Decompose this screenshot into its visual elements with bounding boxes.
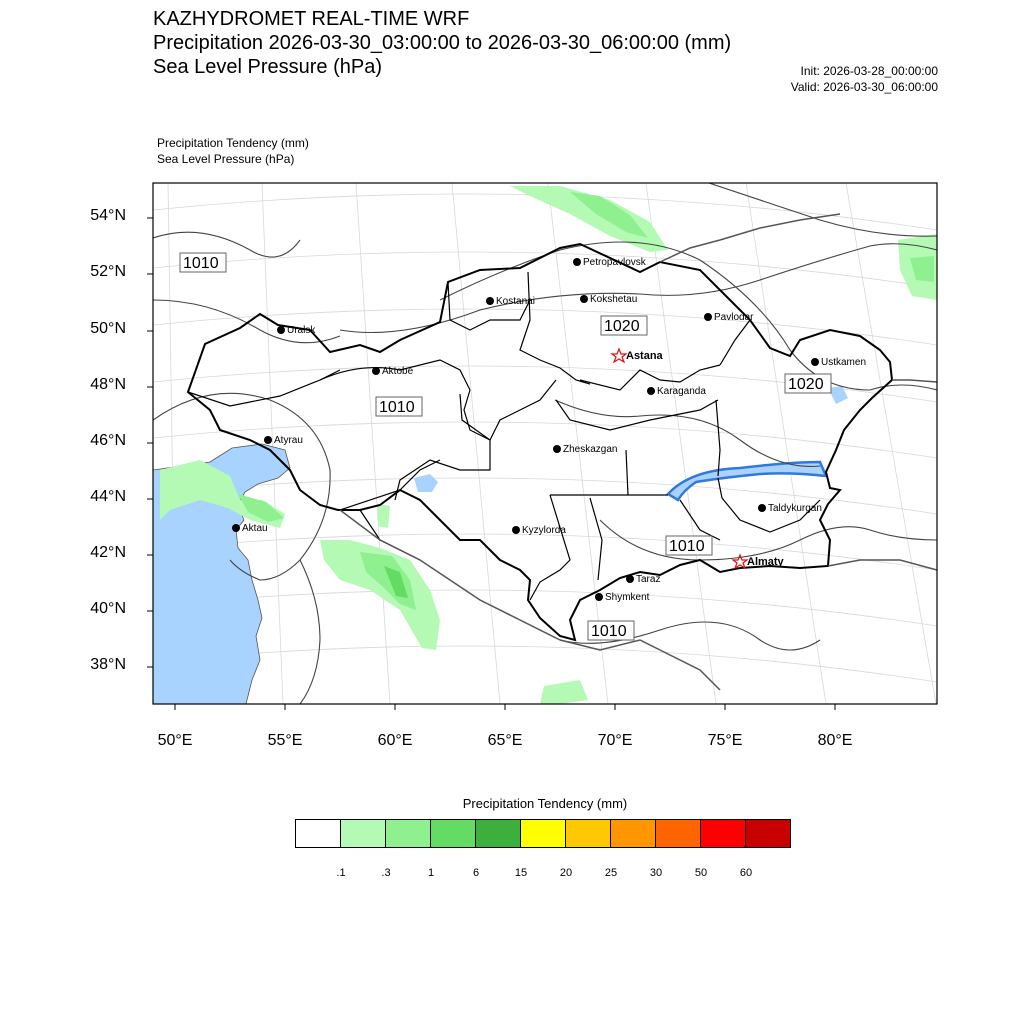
colorbar-swatch [611, 820, 656, 847]
city-label: Atyrau [274, 435, 303, 446]
city-label: Shymkent [605, 592, 650, 603]
city-label: Pavlodar [714, 312, 754, 323]
city-dot [811, 358, 819, 366]
city-dot [626, 575, 634, 583]
city-dot [553, 445, 561, 453]
city-dot [232, 524, 240, 532]
latitude-label: 44°N [90, 488, 126, 505]
city-label: Kyzylorda [522, 525, 566, 536]
latitude-label: 52°N [90, 263, 126, 280]
city-label: Almaty [747, 556, 784, 568]
colorbar-level-label: 15 [514, 867, 528, 879]
longitude-label: 50°E [157, 732, 193, 749]
city-dot [573, 258, 581, 266]
isobar-label: 1020 [788, 376, 824, 393]
longitude-label: 80°E [817, 732, 853, 749]
isobar-label: 1010 [591, 623, 627, 640]
title-model: KAZHYDROMET REAL-TIME WRF [153, 8, 470, 30]
colorbar-level-label: .3 [381, 867, 391, 879]
title-pressure: Sea Level Pressure (hPa) [153, 56, 383, 78]
colorbar-level-label: 6 [472, 867, 480, 879]
longitude-label: 55°E [267, 732, 303, 749]
city-label: Ustkamen [821, 357, 867, 368]
colorbar-swatch [656, 820, 701, 847]
colorbar-swatch [521, 820, 566, 847]
city-label: Karaganda [657, 386, 706, 397]
isobar-label: 1010 [669, 538, 705, 555]
city-dot [647, 387, 655, 395]
city-label: Kostanai [496, 296, 535, 307]
latitude-label: 38°N [90, 656, 126, 673]
longitude-label: 60°E [377, 732, 413, 749]
latitude-label: 40°N [90, 600, 126, 617]
valid-time: Valid: 2026-03-30_06:00:00 [790, 80, 938, 94]
aral-sea [414, 474, 438, 492]
city-dot [595, 593, 603, 601]
colorbar-swatch [296, 820, 341, 847]
isobar-label: 1010 [183, 255, 219, 272]
capital-star-icon [612, 349, 626, 362]
city-dot [277, 326, 285, 334]
colorbar-level-label: 25 [604, 867, 618, 879]
city-label: Zheskazgan [563, 444, 618, 455]
colorbar-level-label: 1 [427, 867, 435, 879]
city-dot [758, 504, 766, 512]
city-dot [704, 313, 712, 321]
latitude-label: 50°N [90, 320, 126, 337]
init-time: Init: 2026-03-28_00:00:00 [800, 64, 938, 78]
longitude-label: 70°E [597, 732, 633, 749]
colorbar-level-label: 20 [559, 867, 573, 879]
latitude-label: 42°N [90, 544, 126, 561]
longitude-label: 75°E [707, 732, 743, 749]
colorbar-swatch [431, 820, 476, 847]
longitude-label: 65°E [487, 732, 523, 749]
colorbar-level-label: 30 [649, 867, 663, 879]
colorbar-swatch [746, 820, 790, 847]
map-legend-precip: Precipitation Tendency (mm) [157, 136, 309, 150]
city-dot [580, 295, 588, 303]
map-legend-slp: Sea Level Pressure (hPa) [157, 152, 295, 166]
latitude-label: 46°N [90, 432, 126, 449]
city-dot [264, 436, 272, 444]
isobar-label: 1020 [604, 318, 640, 335]
colorbar-level-label: 60 [739, 867, 753, 879]
colorbar-level-label: .1 [336, 867, 346, 879]
city-dot [372, 367, 380, 375]
colorbar-swatch [701, 820, 746, 847]
colorbar-level-label: 50 [694, 867, 708, 879]
city-label: Aktobe [382, 366, 414, 377]
colorbar-swatch [566, 820, 611, 847]
colorbar [295, 819, 791, 848]
city-label: Uralsk [287, 325, 316, 336]
city-label: Taraz [636, 574, 661, 585]
city-label: Astana [626, 350, 663, 362]
city-label: Kokshetau [590, 294, 638, 305]
colorbar-swatch [476, 820, 521, 847]
city-label: Aktau [242, 523, 268, 534]
isobar-label: 1010 [379, 399, 415, 416]
colorbar-swatch [386, 820, 431, 847]
city-label: Petropavlovsk [583, 257, 646, 268]
colorbar-swatch [341, 820, 386, 847]
city-dot [486, 297, 494, 305]
city-label: Taldykurgan [768, 503, 822, 514]
latitude-label: 48°N [90, 376, 126, 393]
balkhash-lake [668, 462, 826, 500]
colorbar-title: Precipitation Tendency (mm) [462, 796, 628, 811]
title-precipitation-period: Precipitation 2026-03-30_03:00:00 to 2026-03-30_06:00:00 (mm) [153, 32, 732, 54]
city-dot [512, 526, 520, 534]
latitude-label: 54°N [90, 207, 126, 224]
